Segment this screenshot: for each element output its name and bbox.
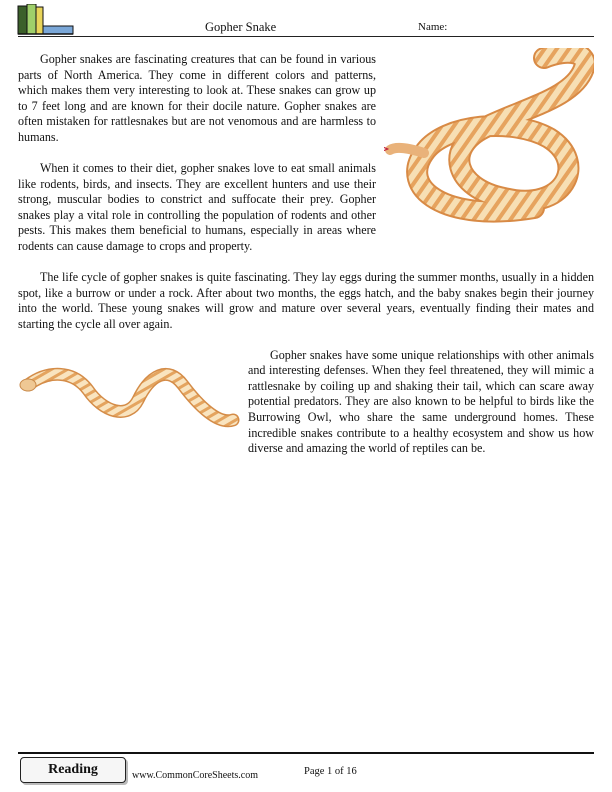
header-divider (18, 36, 594, 37)
footer-divider (18, 752, 594, 754)
page-number: Page 1 of 16 (304, 766, 357, 777)
site-link[interactable]: www.CommonCoreSheets.com (132, 770, 259, 781)
paragraph-4: Gopher snakes have some unique relationships with other animals and interesting defenses. When they feel threatened, they will mimic a rattlesnake by coiling up and shaking their tail, which can scare away potential predators. They are also known to be helpful to birds like the Burrowing Owl, who share the same underground homes. These incredible snakes contribute to a healthy ecosystem and show us how diverse and amazing the world of reptiles can be. (248, 347, 594, 456)
name-label: Name: (418, 21, 448, 33)
reading-badge: Reading (20, 757, 126, 783)
paragraph-2: When it comes to their diet, gopher snakes love to eat small animals like rodents, birds, and insects. They are excellent hunters and use their strong, muscular bodies to constrict and suffocate their prey. Gopher snakes play a vital role in controlling the population of rodents and other pests. This makes them beneficial to humans, especially in areas where rodents can cause damage to crops and property. (18, 160, 376, 253)
page-title: Gopher Snake (205, 20, 277, 34)
books-icon (16, 4, 74, 36)
stretched-snake-image (18, 350, 240, 442)
article-body (18, 52, 594, 472)
paragraph-3: The life cycle of gopher snakes is quite fascinating. They lay eggs during the summer months, usually in a hidden spot, like a burrow or under a rock. After about two months, the eggs hatch, and the baby snakes begin their journey into the world. These young snakes will grow and mature over several years, eventually finding their mates and starting the cycle all over again. (18, 269, 594, 331)
paragraph-1: Gopher snakes are fascinating creatures that can be found in various parts of North America. They come in different colors and patterns, which makes them very interesting to look at. These snakes can grow up to 7 feet long and are known for their docile nature. Gopher snakes are often mistaken for rattlesnakes but are not venomous and are harmless to humans. (18, 52, 376, 144)
coiled-snake-image (384, 48, 594, 230)
